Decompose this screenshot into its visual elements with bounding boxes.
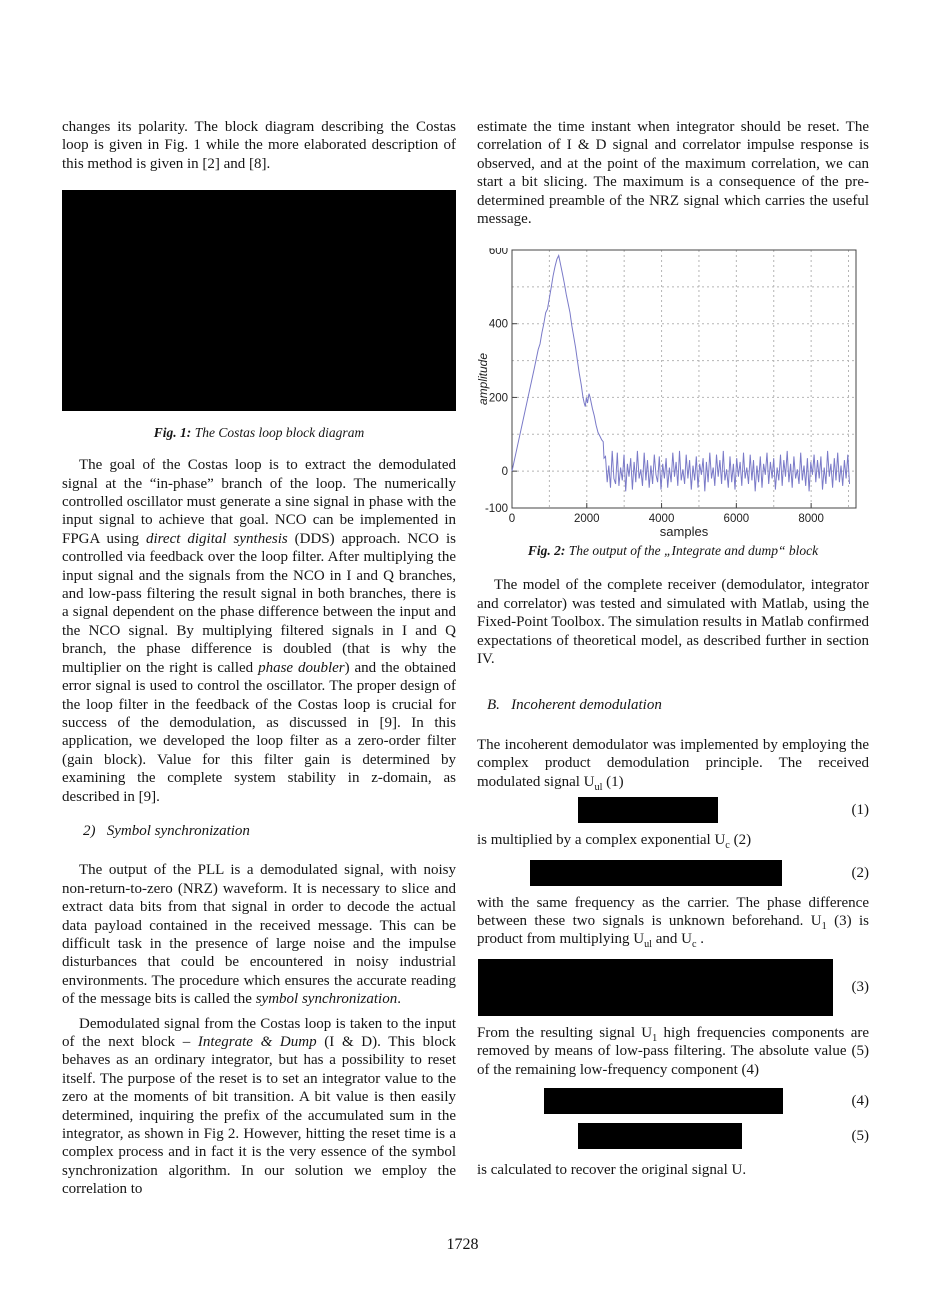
svg-text:amplitude: amplitude xyxy=(477,353,490,406)
equation-5-number: (5) xyxy=(851,1127,869,1144)
equation-3-redacted-box xyxy=(478,959,833,1016)
line-calculated: is calculated to recover the original signal U. xyxy=(477,1161,747,1178)
svg-text:4000: 4000 xyxy=(648,513,675,526)
svg-text:samples: samples xyxy=(659,524,709,540)
svg-text:8000: 8000 xyxy=(798,513,824,526)
heading-incoherent-demodulation: B. Incoherent demodulation xyxy=(487,697,662,714)
equation-2 xyxy=(477,860,869,886)
equation-5 xyxy=(477,1123,869,1149)
equation-1 xyxy=(477,797,869,823)
svg-text:400: 400 xyxy=(488,319,508,332)
equation-4 xyxy=(477,1088,869,1114)
svg-text:6000: 6000 xyxy=(723,513,750,526)
page-number: 1728 xyxy=(446,1236,479,1253)
svg-text:0: 0 xyxy=(508,513,516,526)
paragraph-incoherent-demodulator: The incoherent demodulator was implemented by employing the complex product demodulation principle. The received modulated signal $U_{ul}$ (1) xyxy=(477,736,869,793)
equation-5-redacted-box xyxy=(578,1123,742,1149)
equation-4-redacted-box xyxy=(544,1088,783,1114)
equation-1-redacted-box xyxy=(578,797,718,823)
equation-1-number: (1) xyxy=(851,801,869,818)
paragraph-integrate-dump: Demodulated signal from the Costas loop is taken to the input of the next block – Integrate & Dump (I & D). This block behaves as an ordinary integrator, but has a possibility to reset itself. The purpose of the reset is to set an integrator value to the zero at the moments of bit transition. A bit value is then easily determined, inquiring the prefix of the accumulated sum in the integrator, as shown in Fig 2. However, hitting the reset time is a complex process and in fact it is the very essence of the symbol synchronization algorithm. In our solution we employ the correlation to xyxy=(62,1015,456,1198)
paragraph-costas-intro: changes its polarity. The block diagram describing the Costas loop is given in Fig. 1 while the more elaborated description of this method is given in [2] and [8]. xyxy=(62,119,456,172)
svg-text:200: 200 xyxy=(488,392,508,405)
paragraph-same-frequency: with the same frequency as the carrier. The phase difference between these two signals is unknown beforehand. $U_1$ (3) is product from multiplying $U_{ul}$ and $U_c$ . xyxy=(477,894,869,951)
paragraph-costas-goal: The goal of the Costas loop is to extract the demodulated signal at the “in-phase” branch of the loop. The numerically controlled oscillator must generate a sine signal in phase with the input signal to achieve that goal. NCO can be implemented in FPGA using direct digital synthesis (DDS) approach. NCO is controlled via feedback over the loop filter. After multiplying the input signal and the signals from the NCO in I and Q branches, and low-pass filtering the result signal in both branches, there is a signal dependent on the phase difference between the input and the NCO signal. By multiplying filtered signals in I and Q branch, the phase difference is doubled (that is why the multiplier on the right is called phase doubler) and the obtained error signal is used to control the oscillator. The proper design of the loop filter in the feedback of the Costas loop is crucial for success of the demodulation, as discussed in [9]. In this application, we developed the loop filter as a zero-order filter (gain block). Value for this filter gain is determined by examining the complete system stability in z-domain, as described in [9]. xyxy=(62,457,456,805)
svg-text:-100: -100 xyxy=(484,503,508,516)
paragraph-matlab-model: The model of the complete receiver (demodulator, integrator and correlator) was tested and simulated with Matlab, using the Fixed-Point Toolbox. The simulation results in Matlab confirmed expectations of theoretical model, as described further in section IV. xyxy=(477,577,869,668)
right-column xyxy=(477,118,869,1179)
figure-1-costas-block-diagram xyxy=(62,190,456,411)
figure-2-chart xyxy=(477,248,869,540)
svg-text:0: 0 xyxy=(501,466,508,479)
equation-2-redacted-box xyxy=(530,860,782,886)
svg-text:600: 600 xyxy=(488,248,508,258)
svg-text:2000: 2000 xyxy=(573,513,600,526)
paragraph-low-pass: From the resulting signal $U_1$ high frequencies components are removed by means of low-pass filtering. The absolute value (5) of the remaining low-frequency component (4) xyxy=(477,1024,869,1078)
paragraph-correlation: estimate the time instant when integrator should be reset. The correlation of I & D signal and correlator impulse response is observed, and at the point of the maximum correlation, we can start a bit slicing. The maximum is a consequence of the pre-determined preamble of the NRZ signal which carries the useful message. xyxy=(477,119,869,228)
line-multiplied: is multiplied by a complex exponential $U_c$ (2) xyxy=(477,832,752,852)
figure-2-caption: Fig. 2: The output of the „Integrate and dump“ block xyxy=(527,543,819,559)
figure-1-caption: Fig. 1: The Costas loop block diagram xyxy=(153,425,365,441)
integrate-dump-output-plot xyxy=(477,248,869,540)
left-column xyxy=(62,118,456,1199)
equation-2-number: (2) xyxy=(851,864,869,881)
heading-symbol-synchronization: 2) Symbol synchronization xyxy=(83,822,250,839)
equation-3 xyxy=(477,959,869,1016)
paragraph-pll-output: The output of the PLL is a demodulated signal, with noisy non-return-to-zero (NRZ) waveform. It is necessary to slice and extract data bits from that signal in order to decode the actual data payload contained in the received message. This can be difficult task in the presence of large noise and the impulse disturbances that could be encountered in noisy industrial environments. The procedure which ensures the accurate reading of the message bits is called the symbol synchronization. xyxy=(62,862,456,1008)
equation-4-number: (4) xyxy=(851,1092,869,1109)
equation-3-number: (3) xyxy=(851,979,869,996)
